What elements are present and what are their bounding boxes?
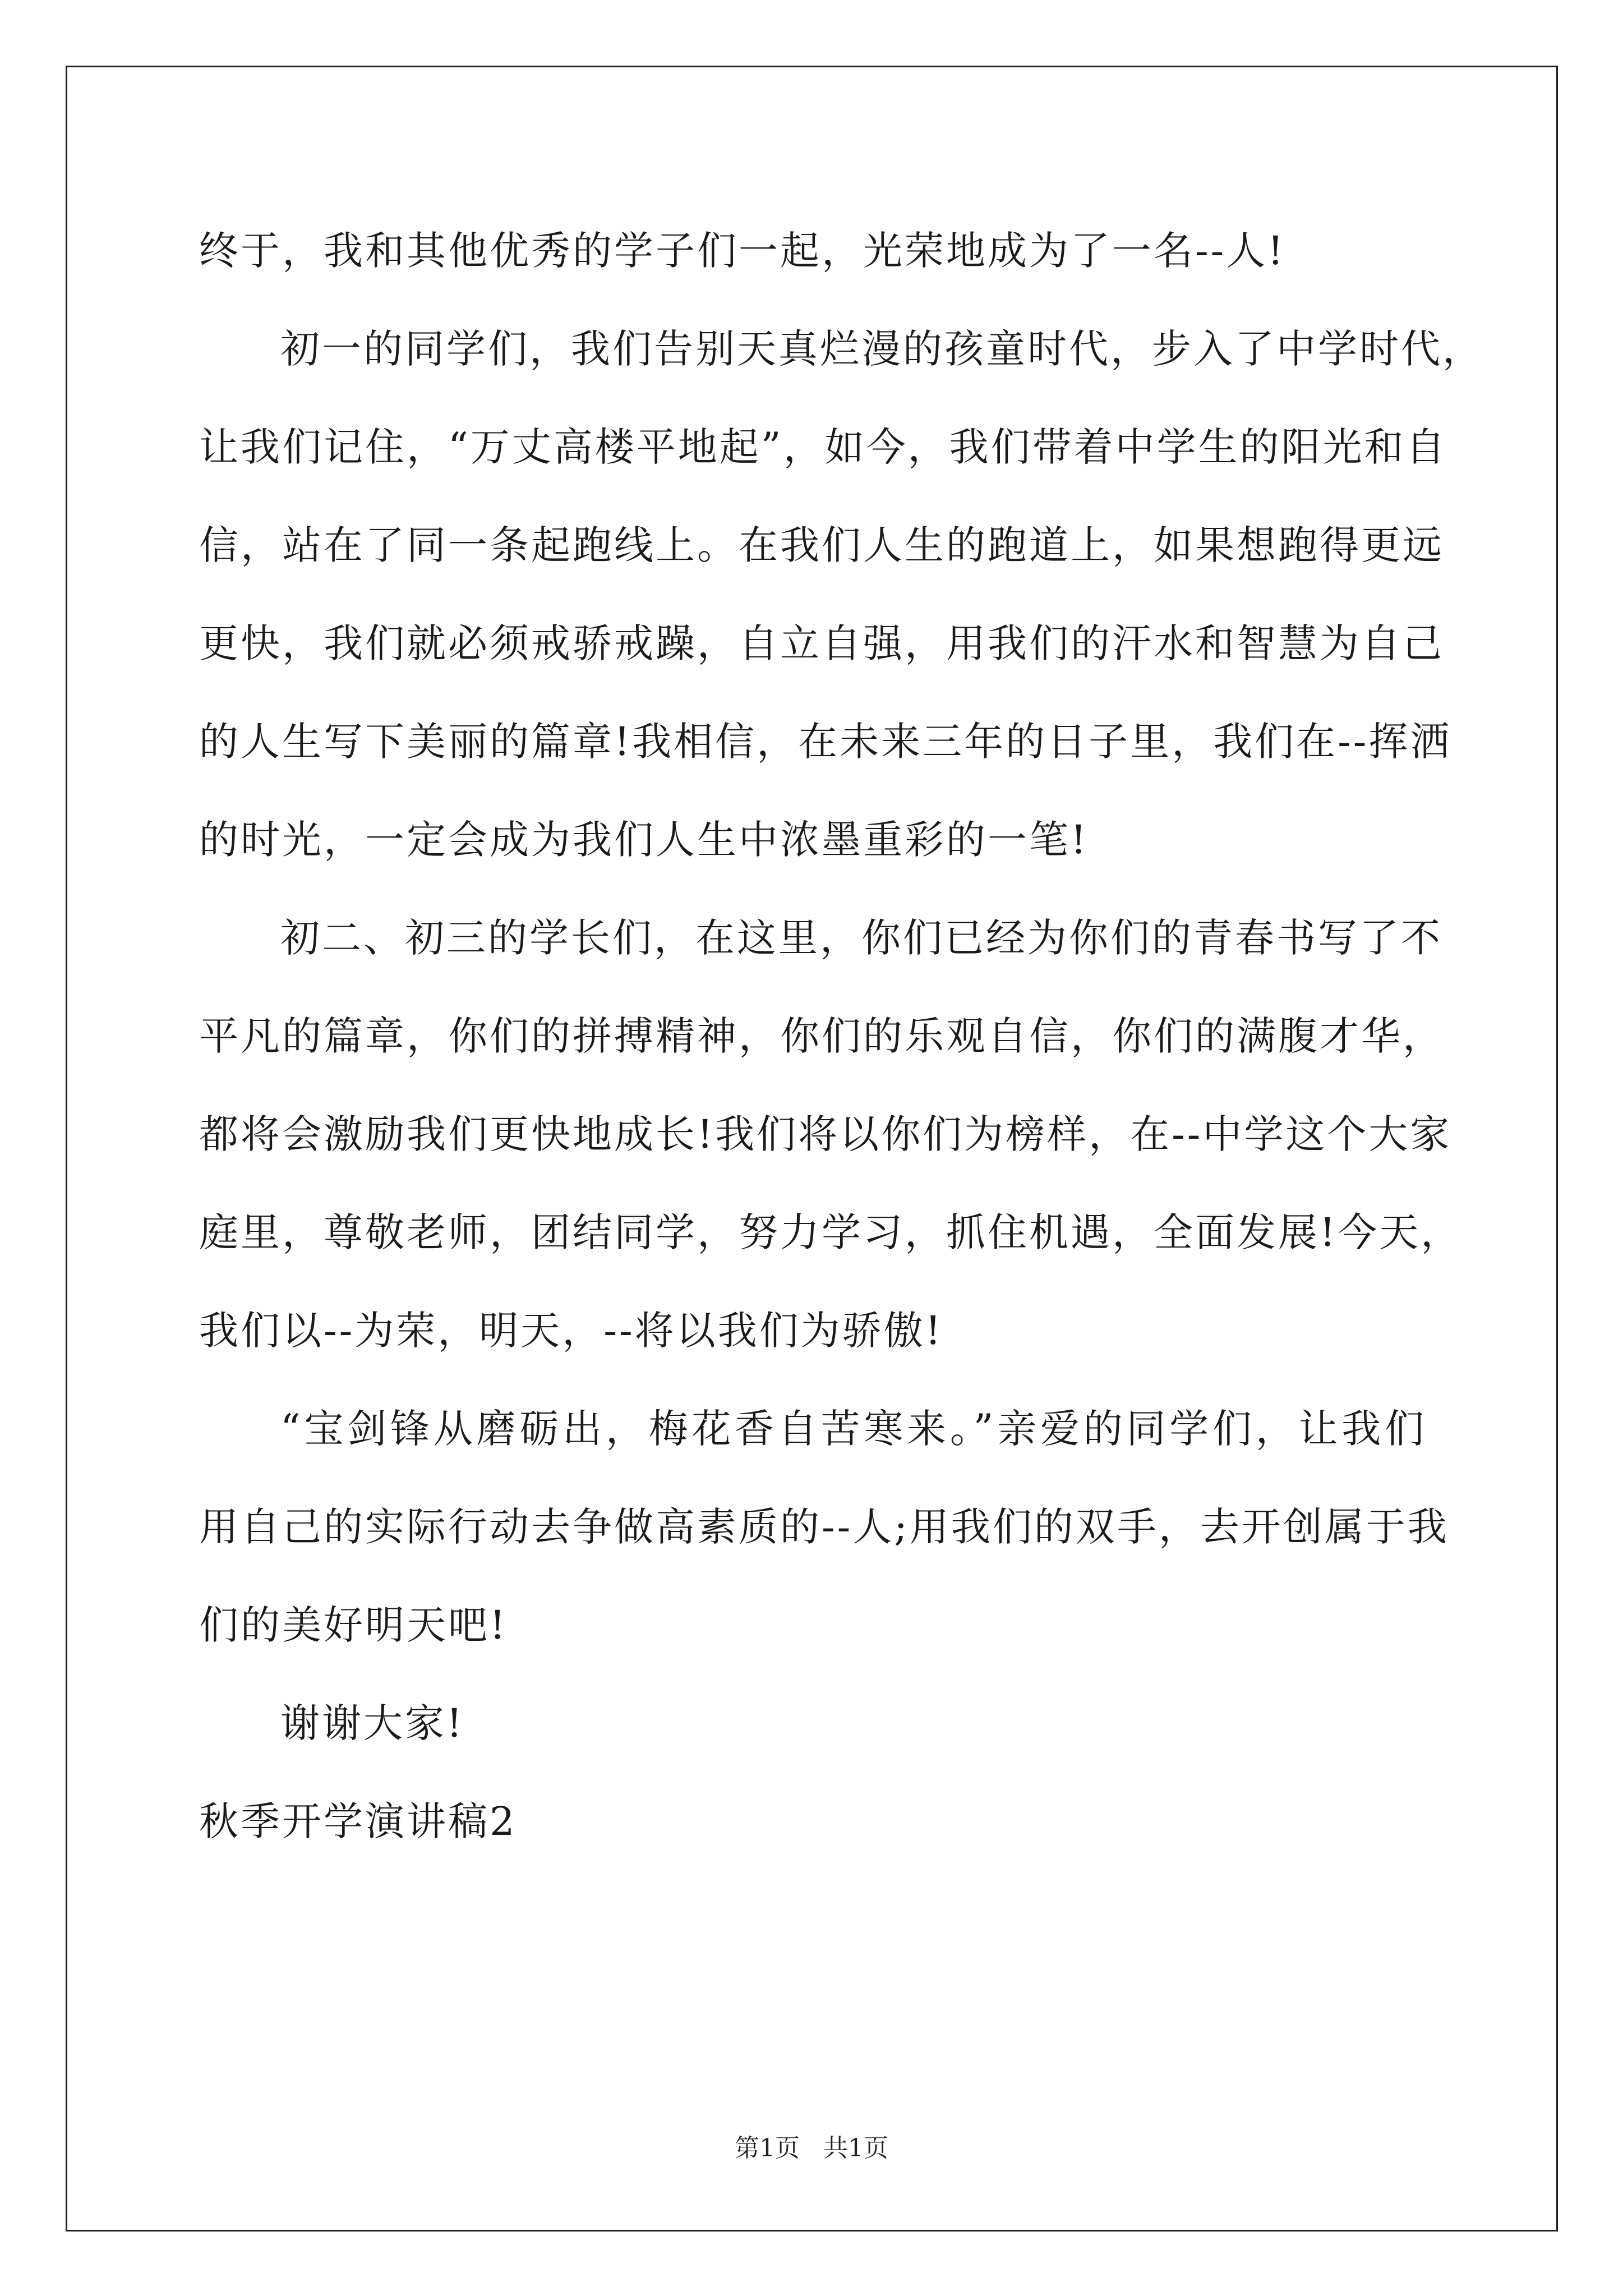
closing-line: 谢谢大家! [280, 1700, 465, 1746]
paragraph-line: 平凡的篇章，你们的拼搏精神，你们的乐观自信，你们的满腹才华， [199, 1013, 1444, 1059]
paragraph-line: 初二、初三的学长们，在这里，你们已经为你们的青春书写了不 [280, 915, 1442, 961]
paragraph-line: 信，站在了同一条起跑线上。在我们人生的跑道上，如果想跑得更远 [199, 522, 1444, 568]
paragraph-line: 我们以--为荣，明天，--将以我们为骄傲! [199, 1308, 943, 1354]
paragraph-line: 的人生写下美丽的篇章!我相信，在未来三年的日子里，我们在--挥洒 [199, 719, 1452, 765]
paragraph-line: 的时光，一定会成为我们人生中浓墨重彩的一笔! [199, 817, 1089, 863]
paragraph-line: 让我们记住，“万丈高楼平地起”，如今，我们带着中学生的阳光和自 [199, 424, 1447, 470]
paragraph-line: 庭里，尊敬老师，团结同学，努力学习，抓住机遇，全面发展!今天， [199, 1209, 1463, 1255]
section-heading: 秋季开学演讲稿2 [199, 1798, 517, 1844]
paragraph-line: 更快，我们就必须戒骄戒躁，自立自强，用我们的汗水和智慧为自己 [199, 620, 1444, 666]
page-number: 第1页 [735, 2134, 800, 2162]
paragraph-line: “宝剑锋从磨砺出，梅花香自苦寒来。”亲爱的同学们，让我们 [280, 1406, 1426, 1452]
paragraph-line: 都将会激励我们更快地成长!我们将以你们为榜样，在--中学这个大家 [199, 1111, 1452, 1157]
paragraph-line: 用自己的实际行动去争做高素质的--人;用我们的双手，去开创属于我 [199, 1504, 1449, 1550]
page-total: 共1页 [823, 2134, 888, 2162]
paragraph-line: 们的美好明天吧! [199, 1602, 508, 1648]
paragraph-line: 初一的同学们，我们告别天真烂漫的孩童时代，步入了中学时代， [280, 326, 1484, 372]
page-footer [0, 2132, 1623, 2165]
paragraph-line: 终于，我和其他优秀的学子们一起，光荣地成为了一名--人! [199, 228, 1286, 274]
